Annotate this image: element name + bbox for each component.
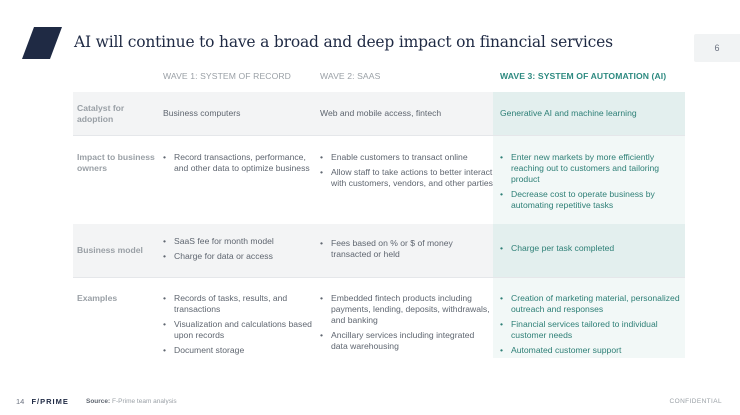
comparison-table — [73, 68, 685, 358]
page-number: 6 — [694, 34, 740, 62]
list-item: • Embedded fintech products including payments, lending, deposits, withdrawals, and banking — [320, 293, 493, 326]
list-item: • Enter new markets by more efficiently reaching out to customers and tailoring product — [500, 152, 685, 185]
list-item: • Ancillary services including integrated data warehousing — [320, 330, 493, 352]
list-item: • Enable customers to transact online — [320, 152, 493, 163]
row-label: Impact to business owners — [77, 152, 155, 173]
table-cell: Generative AI and machine learning — [493, 92, 685, 135]
row-label: Examples — [77, 293, 118, 303]
list-item: • SaaS fee for month model — [163, 236, 274, 247]
column-header-wave1: WAVE 1: SYSTEM OF RECORD — [163, 71, 291, 81]
header-blank — [73, 68, 157, 92]
list-item: • Visualization and calculations based upon records — [163, 319, 316, 341]
row-label: Catalyst for adoption — [73, 92, 157, 135]
list-item: • Records of tasks, results, and transactions — [163, 293, 316, 315]
table-row — [73, 136, 685, 224]
table-cell — [316, 224, 493, 277]
list-item: • Decrease cost to operate business by automating repetitive tasks — [500, 189, 685, 211]
list-item: • Financial services tailored to individual customer needs — [500, 319, 685, 341]
table-cell — [493, 136, 685, 224]
source-note — [86, 398, 177, 405]
column-header-wave2: WAVE 2: SAAS — [320, 71, 381, 81]
footer-page-number: 14 — [16, 397, 25, 406]
table-cell — [493, 224, 685, 277]
list-item: • Charge for data or access — [163, 251, 274, 262]
list-item: • Charge per task completed — [500, 243, 614, 254]
brand-slash-icon — [22, 27, 62, 59]
list-item: • Document storage — [163, 345, 316, 356]
list-item: • Record transactions, performance, and other data to optimize business — [163, 152, 316, 174]
table-row — [73, 224, 685, 277]
column-header-wave3: WAVE 3: SYSTEM OF AUTOMATION (AI) — [493, 68, 685, 92]
table-cell — [157, 224, 316, 277]
table-cell: Business computers — [157, 92, 316, 135]
list-item: • Allow staff to take actions to better interact with customers, vendors, and other parties — [320, 167, 493, 189]
source-label: Source: — [86, 398, 111, 405]
source-text: F-Prime team analysis — [112, 398, 177, 405]
table-cell — [157, 278, 316, 358]
table-cell — [493, 278, 685, 358]
brand-logo: F/PRIME — [31, 397, 69, 406]
table-cell: Web and mobile access, fintech — [316, 92, 493, 135]
list-item: • Automated customer support — [500, 345, 685, 356]
confidential-label: CONFIDENTIAL — [669, 398, 722, 405]
table-cell — [316, 278, 493, 358]
table-header-row — [73, 68, 685, 92]
page-title: AI will continue to have a broad and deep impact on financial services — [74, 33, 613, 51]
footer-brand — [16, 397, 69, 406]
table-cell — [316, 136, 493, 224]
list-item: • Fees based on % or $ of money transacted or held — [320, 238, 493, 260]
list-item: • Creation of marketing material, personalized outreach and responses — [500, 293, 685, 315]
table-row — [73, 92, 685, 135]
row-label: Business model — [73, 224, 157, 277]
table-row — [73, 278, 685, 358]
table-cell — [157, 136, 316, 224]
